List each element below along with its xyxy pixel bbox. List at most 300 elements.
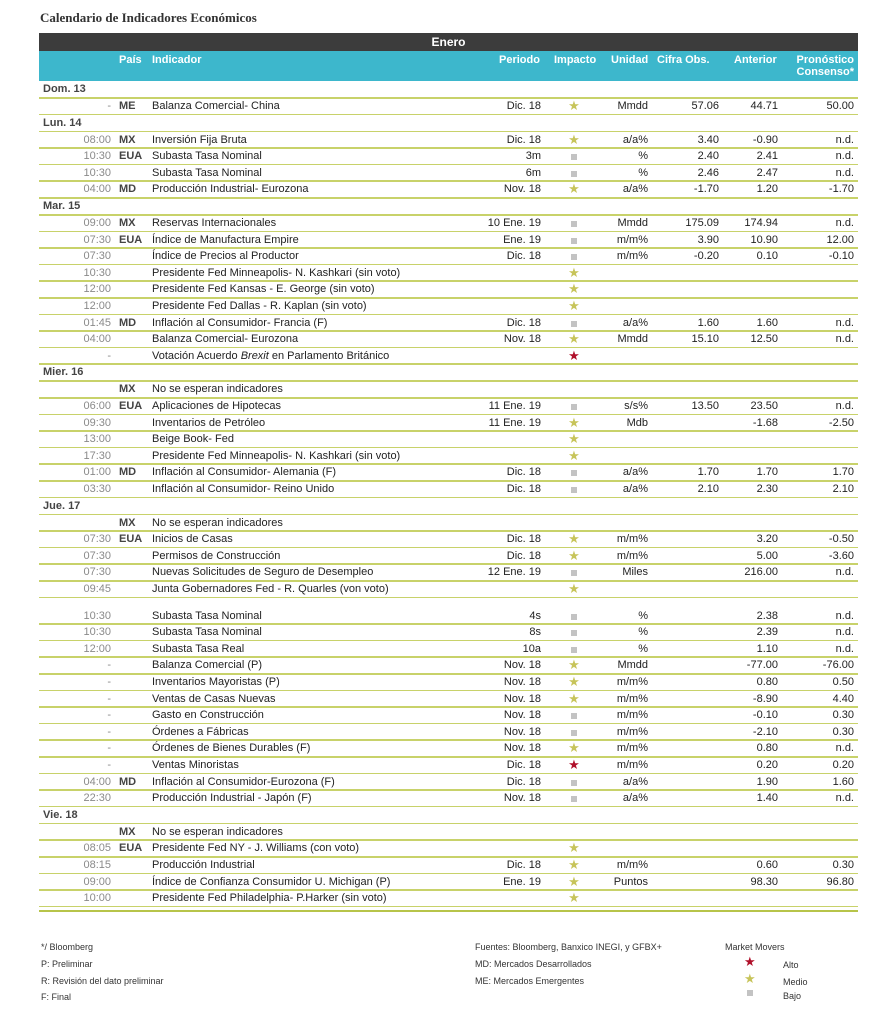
consensus-cell: 50.00	[826, 100, 854, 112]
consensus-cell: n.d.	[835, 742, 854, 755]
low-impact-square-icon	[559, 467, 589, 479]
observed-cell: 1.60	[697, 316, 719, 329]
low-impact-square-icon	[559, 710, 589, 722]
medium-impact-star-icon: ★	[568, 547, 580, 563]
table-row	[39, 757, 858, 774]
header-pronostico	[797, 54, 854, 78]
indicator-cell: Presidente Fed Minneapolis- N. Kashkari (sin voto)	[152, 449, 401, 462]
unit-cell: %	[638, 626, 648, 639]
section-label: Jue. 17	[43, 499, 81, 512]
medium-impact-star-icon: ★	[568, 331, 580, 347]
country-cell: EUA	[119, 400, 143, 412]
unit-cell: Miles	[622, 566, 648, 579]
row-divider	[39, 597, 858, 599]
unit-cell: a/a%	[622, 183, 648, 196]
previous-cell: 1.90	[756, 775, 778, 788]
consensus-cell: 1.60	[832, 775, 854, 788]
indicator-cell: Inventarios Mayoristas (P)	[152, 676, 280, 688]
time-cell: 10:30	[83, 266, 111, 279]
legend-medio: Medio	[783, 977, 808, 987]
low-impact-square-icon	[559, 644, 589, 656]
indicator-cell: Ventas de Casas Nuevas	[152, 692, 276, 705]
table-row	[39, 265, 858, 282]
legend-alto: Alto	[783, 960, 799, 970]
indicator-cell: Inflación al Consumidor-Eurozona (F)	[152, 775, 335, 788]
table-row	[39, 481, 858, 498]
table-row	[39, 608, 858, 625]
country-cell: MD	[119, 775, 137, 788]
consensus-cell: n.d.	[835, 609, 854, 622]
unit-cell: a/a%	[622, 483, 648, 495]
time-cell: -	[107, 709, 111, 722]
country-cell: ME	[119, 100, 136, 112]
consensus-cell: n.d.	[835, 150, 854, 163]
unit-cell: %	[638, 150, 648, 163]
footnote-preliminar: P: Preliminar	[41, 959, 93, 969]
table-row	[39, 415, 858, 432]
indicator-cell: Órdenes de Bienes Durables (F)	[152, 742, 311, 755]
previous-cell: 23.50	[750, 400, 778, 412]
previous-cell: 1.40	[756, 792, 778, 805]
unit-cell: %	[638, 609, 648, 622]
table-row	[39, 874, 858, 891]
period-cell: 8s	[529, 626, 541, 639]
previous-cell: 3.20	[756, 533, 778, 546]
time-cell: 08:00	[83, 133, 111, 146]
observed-cell: 57.06	[691, 100, 719, 112]
indicator-cell: Nuevas Solicitudes de Seguro de Desempleo	[152, 566, 374, 579]
time-cell: 09:00	[83, 217, 111, 229]
section-row	[39, 81, 858, 98]
indicator-cell: Órdenes a Fábricas	[152, 725, 249, 738]
consensus-cell: n.d.	[835, 792, 854, 805]
time-cell: 07:30	[83, 250, 111, 263]
table-row	[39, 448, 858, 465]
medium-impact-star-icon: ★	[568, 298, 580, 313]
time-cell: 08:15	[83, 859, 111, 871]
time-cell: 07:30	[83, 549, 111, 562]
time-cell: 07:30	[83, 566, 111, 579]
period-cell: Dic. 18	[506, 483, 541, 495]
period-cell: Nov. 18	[503, 742, 541, 755]
consensus-cell: 0.30	[832, 725, 854, 738]
indicator-cell: Subasta Tasa Nominal	[152, 150, 262, 163]
medium-impact-star-icon: ★	[568, 890, 580, 906]
period-cell: Dic. 18	[506, 250, 541, 263]
country-cell: MX	[119, 825, 136, 838]
previous-cell: 1.20	[756, 183, 778, 196]
table-row	[39, 857, 858, 874]
footnote-md: MD: Mercados Desarrollados	[475, 959, 592, 969]
previous-cell: 0.20	[756, 759, 778, 771]
medium-impact-star-icon: ★	[568, 131, 580, 147]
indicator-cell: Inflación al Consumidor- Reino Unido	[152, 483, 335, 495]
time-cell: -	[107, 659, 111, 672]
indicator-cell: Inflación al Consumidor- Francia (F)	[152, 316, 328, 329]
consensus-cell: n.d.	[835, 316, 854, 329]
month-header: Enero	[39, 33, 858, 51]
unit-cell: m/m%	[616, 250, 648, 263]
time-cell: 10:30	[83, 150, 111, 163]
period-cell: 11 Ene. 19	[488, 416, 541, 429]
medium-impact-star-icon: ★	[568, 657, 580, 673]
unit-cell: a/a%	[622, 133, 648, 146]
table-row	[39, 774, 858, 791]
country-cell: EUA	[119, 842, 143, 855]
medium-impact-star-icon: ★	[568, 581, 580, 596]
indicator-cell: Presidente Fed Dallas - R. Kaplan (sin voto)	[152, 300, 367, 312]
time-cell: 04:00	[83, 775, 111, 788]
indicator-cell: Inicios de Casas	[152, 533, 233, 546]
observed-cell: 3.90	[697, 233, 719, 246]
table-row	[39, 464, 858, 481]
section-row	[39, 364, 858, 381]
previous-cell: 44.71	[750, 100, 778, 112]
period-cell: Nov. 18	[503, 725, 541, 738]
consensus-cell: 0.30	[832, 709, 854, 722]
consensus-cell: -76.00	[822, 659, 854, 672]
table-row	[39, 348, 858, 365]
previous-cell: -0.10	[752, 709, 778, 722]
legend-low-square-icon	[747, 990, 753, 996]
time-cell: 03:30	[83, 483, 111, 495]
indicator-cell: Balanza Comercial- Eurozona	[152, 333, 299, 346]
consensus-cell: -1.70	[828, 183, 854, 196]
table-row	[39, 724, 858, 741]
footnote-bloomberg: */ Bloomberg	[41, 942, 94, 952]
unit-cell: m/m%	[616, 725, 648, 738]
table-row	[39, 581, 858, 598]
period-cell: Ene. 19	[503, 875, 541, 888]
observed-cell: 3.40	[697, 133, 719, 146]
indicator-cell: Índice de Confianza Consumidor U. Michigan (P)	[152, 875, 391, 888]
country-cell: MX	[119, 217, 136, 229]
table-row	[39, 548, 858, 565]
time-cell: 08:05	[83, 842, 111, 855]
header-anterior: Anterior	[734, 54, 777, 66]
time-cell: -	[107, 692, 111, 705]
consensus-cell: n.d.	[835, 566, 854, 579]
section-label: Dom. 13	[43, 83, 86, 95]
indicator-cell: Producción Industrial - Japón (F)	[152, 792, 312, 805]
medium-impact-star-icon: ★	[568, 447, 580, 463]
time-cell: 07:30	[83, 533, 111, 546]
indicator-cell: Inventarios de Petróleo	[152, 416, 266, 429]
section-label: Vie. 18	[43, 808, 78, 821]
time-cell: -	[107, 742, 111, 755]
table-row	[39, 232, 858, 249]
previous-cell: 2.39	[756, 626, 778, 639]
consensus-cell: -0.50	[828, 533, 854, 546]
previous-cell: -8.90	[752, 692, 778, 705]
indicator-cell: Votación Acuerdo Brexit en Parlamento Británico	[152, 349, 390, 362]
period-cell: 3m	[525, 150, 541, 163]
consensus-cell: 96.80	[826, 875, 854, 888]
legend-medium-star-icon: ★	[744, 971, 756, 986]
unit-cell: %	[638, 166, 648, 179]
time-cell: 04:00	[83, 333, 111, 346]
consensus-cell: n.d.	[835, 626, 854, 639]
low-impact-square-icon	[559, 218, 589, 230]
period-cell: Dic. 18	[506, 859, 541, 871]
time-cell: 10:30	[83, 609, 111, 622]
header-pronostico-line1: Pronóstico	[796, 54, 854, 66]
unit-cell: Puntos	[613, 875, 648, 888]
footnote-fuentes: Fuentes: Bloomberg, Banxico INEGI, y GFBX+	[475, 942, 662, 952]
indicator-cell: Balanza Comercial (P)	[152, 659, 263, 672]
header-pronostico-line2: Consenso*	[796, 66, 854, 78]
period-cell: Dic. 18	[506, 100, 541, 112]
unit-cell: Mdb	[626, 416, 648, 429]
table-row	[39, 641, 858, 658]
time-cell: 13:00	[83, 433, 111, 446]
time-cell: 12:00	[83, 642, 111, 655]
consensus-cell: 2.10	[832, 483, 854, 495]
market-movers-title: Market Movers	[725, 942, 785, 952]
period-cell: 10a	[522, 642, 541, 655]
country-cell: MD	[119, 466, 137, 479]
low-impact-square-icon	[559, 235, 589, 247]
medium-impact-star-icon: ★	[568, 690, 580, 706]
unit-cell: %	[638, 642, 648, 655]
time-cell: -	[107, 725, 111, 738]
time-cell: 09:00	[83, 875, 111, 888]
table-row	[39, 398, 858, 415]
period-cell: 10 Ene. 19	[487, 217, 541, 229]
table-row	[39, 515, 858, 532]
footnote-final: F: Final	[41, 992, 72, 1002]
period-cell: Dic. 18	[506, 759, 541, 771]
table-row	[39, 740, 858, 757]
previous-cell: 1.10	[756, 642, 778, 655]
table-row	[39, 707, 858, 724]
header-impacto: Impacto	[554, 54, 597, 66]
table-row	[39, 624, 858, 641]
consensus-cell: -2.50	[828, 416, 854, 429]
medium-impact-star-icon: ★	[568, 264, 580, 280]
consensus-cell: 0.30	[832, 859, 854, 871]
low-impact-square-icon	[559, 401, 589, 413]
observed-cell: -0.20	[693, 250, 719, 263]
high-impact-star-icon: ★	[568, 757, 580, 772]
indicator-cell: Índice de Precios al Productor	[152, 250, 299, 263]
low-impact-square-icon	[559, 484, 589, 496]
time-cell: -	[107, 676, 111, 688]
page-title: Calendario de Indicadores Económicos	[40, 10, 257, 25]
table-row	[39, 298, 858, 315]
indicator-cell: Subasta Tasa Nominal	[152, 609, 262, 622]
indicator-cell: Inversión Fija Bruta	[152, 133, 247, 146]
country-cell: EUA	[119, 233, 143, 246]
unit-cell: Mmdd	[617, 217, 648, 229]
observed-cell: 175.09	[685, 217, 719, 229]
country-cell: MX	[119, 516, 136, 529]
indicator-cell: Balanza Comercial- China	[152, 100, 280, 112]
previous-cell: 2.47	[756, 166, 778, 179]
period-cell: Nov. 18	[503, 333, 541, 346]
consensus-cell: -3.60	[828, 549, 854, 562]
previous-cell: 174.94	[744, 217, 778, 229]
indicator-cell: Presidente Fed Minneapolis- N. Kashkari (sin voto)	[152, 266, 401, 279]
previous-cell: 1.60	[756, 316, 778, 329]
table-row	[39, 98, 858, 115]
observed-cell: 2.10	[697, 483, 719, 495]
indicator-cell: Aplicaciones de Hipotecas	[152, 400, 282, 412]
column-header	[39, 51, 858, 81]
header-periodo: Periodo	[499, 54, 540, 66]
consensus-cell: -0.10	[828, 250, 854, 263]
table-row	[39, 531, 858, 548]
unit-cell: a/a%	[622, 316, 648, 329]
consensus-cell: n.d.	[835, 400, 854, 412]
table-row	[39, 790, 858, 807]
indicator-cell: Índice de Manufactura Empire	[152, 233, 299, 246]
period-cell: Dic. 18	[506, 533, 541, 546]
consensus-cell: n.d.	[835, 333, 854, 346]
period-cell: Dic. 18	[506, 466, 541, 479]
unit-cell: m/m%	[616, 759, 648, 771]
country-cell: MX	[119, 133, 136, 146]
indicator-cell: Producción Industrial	[152, 859, 255, 871]
row-divider	[39, 906, 858, 908]
section-label: Lun. 14	[43, 116, 82, 129]
time-cell: 09:30	[83, 416, 111, 429]
previous-cell: 0.80	[756, 742, 778, 755]
unit-cell: m/m%	[616, 859, 648, 871]
period-cell: Dic. 18	[506, 316, 541, 329]
indicator-cell: Presidente Fed Kansas - E. George (sin voto)	[152, 283, 375, 296]
consensus-cell: n.d.	[835, 642, 854, 655]
table-row	[39, 564, 858, 581]
time-cell: 09:45	[83, 583, 111, 595]
period-cell: 11 Ene. 19	[488, 400, 541, 412]
unit-cell: m/m%	[616, 676, 648, 688]
unit-cell: m/m%	[616, 549, 648, 562]
header-pais: País	[119, 54, 142, 66]
table-row	[39, 248, 858, 265]
indicator-cell: Presidente Fed NY - J. Williams (con voto)	[152, 842, 360, 855]
unit-cell: a/a%	[622, 466, 648, 479]
section-label: Mier. 16	[43, 366, 84, 379]
low-impact-square-icon	[559, 151, 589, 163]
footnote-revision: R: Revisión del dato preliminar	[41, 976, 164, 986]
time-cell: 22:30	[83, 792, 111, 805]
period-cell: 6m	[525, 166, 541, 179]
section-label: Mar. 15	[43, 200, 81, 212]
time-cell: 04:00	[83, 183, 111, 196]
consensus-cell: n.d.	[835, 166, 854, 179]
period-cell: Ene. 19	[503, 233, 541, 246]
previous-cell: -2.10	[752, 725, 778, 738]
consensus-cell: 0.20	[832, 759, 854, 771]
period-cell: Dic. 18	[506, 133, 541, 146]
table-row	[39, 165, 858, 182]
section-row	[39, 498, 858, 515]
time-cell: -	[107, 349, 111, 362]
table-row	[39, 132, 858, 149]
unit-cell: s/s%	[624, 400, 648, 412]
time-cell: 10:30	[83, 166, 111, 179]
unit-cell: m/m%	[616, 533, 648, 546]
observed-cell: 15.10	[691, 333, 719, 346]
previous-cell: 0.80	[756, 676, 778, 688]
table-bottom-rule	[39, 910, 858, 912]
table-row	[39, 215, 858, 232]
header-cifra-obs: Cifra Obs.	[657, 54, 710, 66]
low-impact-square-icon	[559, 793, 589, 805]
time-cell: 06:00	[83, 400, 111, 412]
unit-cell: m/m%	[616, 233, 648, 246]
time-cell: 12:00	[83, 300, 111, 312]
time-cell: 01:45	[83, 316, 111, 329]
table-row	[39, 381, 858, 398]
period-cell: Nov. 18	[503, 692, 541, 705]
medium-impact-star-icon: ★	[568, 98, 580, 113]
table-row	[39, 674, 858, 691]
footnote-me: ME: Mercados Emergentes	[475, 976, 585, 986]
consensus-cell: 0.50	[832, 676, 854, 688]
low-impact-square-icon	[559, 318, 589, 330]
previous-cell: 0.10	[756, 250, 778, 263]
time-cell: 07:30	[83, 233, 111, 246]
time-cell: 10:00	[83, 892, 111, 905]
medium-impact-star-icon: ★	[568, 873, 580, 889]
indicator-cell: No se esperan indicadores	[152, 825, 283, 838]
table-row	[39, 331, 858, 348]
section-row	[39, 807, 858, 824]
low-impact-square-icon	[559, 168, 589, 180]
unit-cell: Mmdd	[617, 100, 648, 112]
medium-impact-star-icon: ★	[568, 840, 580, 856]
period-cell: Nov. 18	[503, 792, 541, 805]
time-cell: 01:00	[83, 466, 111, 479]
indicator-cell: No se esperan indicadores	[152, 383, 283, 396]
low-impact-square-icon	[559, 627, 589, 639]
previous-cell: 0.60	[756, 859, 778, 871]
unit-cell: m/m%	[616, 709, 648, 722]
consensus-cell: 1.70	[832, 466, 854, 479]
indicator-cell: Reservas Internacionales	[152, 217, 277, 229]
unit-cell: m/m%	[616, 742, 648, 755]
period-cell: Nov. 18	[503, 676, 541, 688]
time-cell: -	[107, 759, 111, 771]
medium-impact-star-icon: ★	[568, 857, 580, 872]
indicator-cell: No se esperan indicadores	[152, 516, 283, 529]
header-unidad: Unidad	[611, 54, 649, 66]
header-indicador: Indicador	[152, 54, 202, 66]
previous-cell: 2.41	[756, 150, 778, 163]
medium-impact-star-icon: ★	[568, 674, 580, 689]
country-cell: EUA	[119, 533, 143, 546]
low-impact-square-icon	[559, 567, 589, 579]
table-row	[39, 315, 858, 332]
medium-impact-star-icon: ★	[568, 531, 580, 547]
observed-cell: 13.50	[691, 400, 719, 412]
time-cell: 12:00	[83, 283, 111, 296]
observed-cell: 2.46	[697, 166, 719, 179]
country-cell: MD	[119, 183, 137, 196]
indicator-cell: Beige Book- Fed	[152, 433, 234, 446]
previous-cell: 2.30	[756, 483, 778, 495]
unit-cell: m/m%	[616, 692, 648, 705]
time-cell: 17:30	[83, 449, 111, 462]
medium-impact-star-icon: ★	[568, 740, 580, 756]
indicator-cell: Subasta Tasa Nominal	[152, 626, 262, 639]
period-cell: Nov. 18	[503, 183, 541, 196]
consensus-cell: n.d.	[835, 217, 854, 229]
country-cell: EUA	[119, 150, 143, 163]
previous-cell: 5.00	[756, 549, 778, 562]
